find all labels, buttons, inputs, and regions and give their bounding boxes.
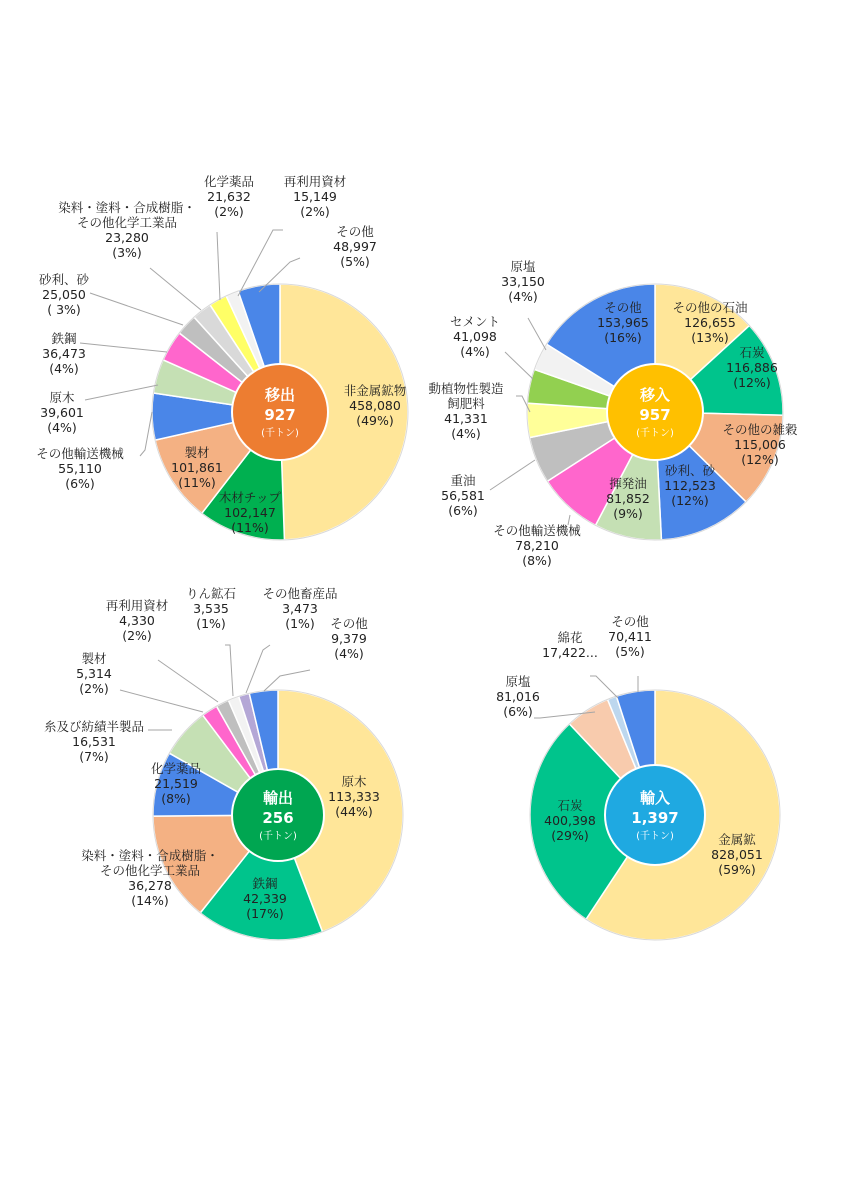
leader-line	[140, 412, 152, 456]
slice-name: 原木	[341, 774, 367, 789]
slice-name: 再利用資材	[105, 598, 169, 613]
slice-value: 42,339	[243, 891, 287, 906]
slice-name: 鉄鋼	[252, 876, 278, 891]
slice-value: 36,473	[42, 346, 86, 361]
slice-name: 石炭	[557, 798, 583, 813]
slice-name: 再利用資材	[283, 174, 347, 189]
slice-value: 81,852	[606, 491, 650, 506]
center-unit: (千トン)	[636, 428, 674, 439]
slice-value: 5,314	[76, 666, 112, 681]
center-title: 移出	[264, 386, 296, 404]
slice-pct: (2%)	[122, 628, 152, 643]
slice-pct: (6%)	[65, 476, 95, 491]
slice-label	[428, 381, 504, 441]
slice-value: 458,080	[349, 398, 401, 413]
slice-name: 金属鉱	[718, 832, 756, 847]
slice-pct: (12%)	[733, 375, 771, 390]
slice-pct: ( 3%)	[47, 302, 81, 317]
slice-pct: (4%)	[334, 646, 364, 661]
slice-pct: (59%)	[718, 862, 756, 877]
leader-line	[225, 645, 233, 696]
slice-name: 石炭	[739, 345, 765, 360]
slice-label	[44, 719, 144, 764]
slice-name: 糸及び紡績半製品	[43, 719, 145, 734]
slice-value: 3,535	[193, 601, 229, 616]
slice-pct: (5%)	[340, 254, 370, 269]
center-title: 輸出	[262, 789, 294, 807]
slice-label	[450, 314, 500, 359]
pie-chart-yunyu	[496, 614, 780, 940]
slice-pct: (2%)	[300, 204, 330, 219]
leader-line	[90, 293, 183, 325]
slice-value: 21,632	[207, 189, 251, 204]
center-unit: (千トン)	[636, 831, 674, 842]
slice-name: 重油	[450, 473, 476, 488]
slice-pct: (7%)	[79, 749, 109, 764]
pie-chart-inyu	[428, 259, 798, 568]
leader-line	[150, 268, 201, 310]
slice-name-part: 染料・塗料・合成樹脂・	[81, 848, 219, 863]
slice-value: 828,051	[711, 847, 763, 862]
slice-value: 33,150	[501, 274, 545, 289]
slice-name: その他の石油	[672, 300, 748, 315]
slice-name: セメント	[449, 314, 501, 329]
slice-label	[42, 331, 86, 376]
slice-name: その他	[611, 614, 649, 629]
pie-chart-ishutsu	[36, 174, 408, 540]
slice-value: 48,997	[333, 239, 377, 254]
slice-label	[58, 200, 196, 260]
slice-value: 17,422...	[542, 645, 598, 660]
slice-pct: (13%)	[691, 330, 729, 345]
pie-chart-yushutsu	[44, 586, 403, 940]
slice-name: 鉄鋼	[51, 331, 77, 346]
slice-name: 木材チップ	[218, 490, 282, 505]
slice-value: 126,655	[684, 315, 736, 330]
leader-line	[264, 670, 310, 691]
leader-line	[505, 352, 533, 379]
slice-label	[608, 614, 652, 659]
slice-pct: (1%)	[285, 616, 315, 631]
slice-value: 3,473	[282, 601, 318, 616]
slice-label	[106, 598, 169, 643]
slice-pct: (4%)	[451, 426, 481, 441]
slice-name: その他の雑穀	[722, 422, 798, 437]
slice-label	[330, 616, 368, 661]
slice-pct: (2%)	[214, 204, 244, 219]
slice-value: 41,098	[453, 329, 497, 344]
slice-pct: (6%)	[503, 704, 533, 719]
slice-name: その他	[604, 300, 642, 315]
slice-name: 製材	[184, 445, 210, 460]
slice-name: その他輸送機械	[36, 446, 124, 461]
leader-line	[590, 676, 618, 698]
slice-value: 113,333	[328, 789, 380, 804]
center-value: 1,397	[631, 809, 679, 827]
slice-value: 25,050	[42, 287, 86, 302]
slice-label	[501, 259, 545, 304]
slice-name-part: 動植物性製造	[428, 381, 504, 396]
slice-value: 41,331	[444, 411, 488, 426]
slice-value: 16,531	[72, 734, 116, 749]
center-unit: (千トン)	[261, 428, 299, 439]
slice-name: 揮発油	[609, 476, 647, 491]
slice-name: 化学薬品	[203, 174, 255, 189]
slice-label	[664, 463, 716, 508]
slice-label	[39, 272, 90, 317]
slice-value: 36,278	[128, 878, 172, 893]
center-title: 移入	[639, 386, 671, 404]
slice-pct: (9%)	[613, 506, 643, 521]
slice-value: 39,601	[40, 405, 84, 420]
slice-name-part: 飼肥料	[447, 396, 485, 411]
slice-pct: (16%)	[604, 330, 642, 345]
slice-label	[262, 586, 337, 631]
slice-value: 116,886	[726, 360, 778, 375]
slice-pct: (8%)	[522, 553, 552, 568]
slice-pct: (12%)	[741, 452, 779, 467]
slice-pct: (8%)	[161, 791, 191, 806]
slice-name: 砂利、砂	[664, 463, 716, 478]
slice-pct: (29%)	[551, 828, 589, 843]
slice-value: 70,411	[608, 629, 652, 644]
slice-value: 153,965	[597, 315, 649, 330]
center-value: 957	[639, 406, 671, 424]
slice-label	[542, 630, 598, 660]
slice-name: 原塩	[505, 674, 531, 689]
slice-value: 9,379	[331, 631, 367, 646]
slice-label	[493, 523, 581, 568]
leader-line	[246, 645, 270, 693]
center-unit: (千トン)	[259, 831, 297, 842]
slice-value: 4,330	[119, 613, 155, 628]
slice-name: その他	[330, 616, 368, 631]
slice-label	[333, 224, 377, 269]
slice-label	[441, 473, 485, 518]
slice-pct: (5%)	[615, 644, 645, 659]
slice-name: 砂利、砂	[38, 272, 90, 287]
slice-pct: (12%)	[671, 493, 709, 508]
slice-value: 23,280	[105, 230, 149, 245]
slice-pct: (6%)	[448, 503, 478, 518]
center-value: 927	[264, 406, 296, 424]
leader-line	[158, 660, 218, 702]
slice-label	[496, 674, 540, 719]
slice-name-part: その他化学工業品	[76, 215, 178, 230]
slice-value: 55,110	[58, 461, 102, 476]
slice-label	[36, 446, 124, 491]
slice-value: 78,210	[515, 538, 559, 553]
slice-label	[186, 586, 236, 631]
slice-label	[76, 651, 112, 696]
slice-pct: (11%)	[178, 475, 216, 490]
slice-label	[284, 174, 347, 219]
slice-name: 化学薬品	[150, 761, 202, 776]
slice-value: 101,861	[171, 460, 223, 475]
slice-pct: (44%)	[335, 804, 373, 819]
leader-line	[217, 232, 220, 300]
leader-line	[528, 318, 546, 350]
slice-pct: (14%)	[131, 893, 169, 908]
slice-label	[40, 390, 84, 435]
leader-line	[80, 343, 167, 352]
slice-pct: (1%)	[196, 616, 226, 631]
slice-name: その他畜産品	[262, 586, 338, 601]
slice-pct: (17%)	[246, 906, 284, 921]
slice-value: 102,147	[224, 505, 276, 520]
slice-label	[204, 174, 254, 219]
slice-name: 原塩	[510, 259, 536, 274]
slice-label	[597, 300, 649, 345]
slice-name: 製材	[81, 651, 107, 666]
slice-value: 81,016	[496, 689, 540, 704]
slice-name: 非金属鉱物	[343, 383, 407, 398]
slice-value: 400,398	[544, 813, 596, 828]
leader-line	[120, 690, 203, 712]
slice-pct: (3%)	[112, 245, 142, 260]
leader-line	[85, 385, 158, 400]
slice-name: その他	[336, 224, 374, 239]
slice-value: 56,581	[441, 488, 485, 503]
slice-pct: (4%)	[47, 420, 77, 435]
slice-label	[711, 832, 763, 877]
slice-pct: (49%)	[356, 413, 394, 428]
slice-name: 綿花	[557, 630, 583, 645]
leader-line	[490, 460, 535, 490]
slice-name-part: 染料・塗料・合成樹脂・	[58, 200, 196, 215]
slice-value: 115,006	[734, 437, 786, 452]
slice-value: 112,523	[664, 478, 716, 493]
slice-pct: (4%)	[49, 361, 79, 376]
slice-value: 15,149	[293, 189, 337, 204]
slice-name: 原木	[49, 390, 75, 405]
slice-pct: (4%)	[508, 289, 538, 304]
slice-pct: (4%)	[460, 344, 490, 359]
slice-pct: (11%)	[231, 520, 269, 535]
slice-name: りん鉱石	[185, 586, 237, 601]
slice-name: その他輸送機械	[493, 523, 581, 538]
center-value: 256	[262, 809, 294, 827]
slice-pct: (2%)	[79, 681, 109, 696]
slice-name-part: その他化学工業品	[99, 863, 201, 878]
center-title: 輸入	[639, 789, 671, 807]
slice-value: 21,519	[154, 776, 198, 791]
